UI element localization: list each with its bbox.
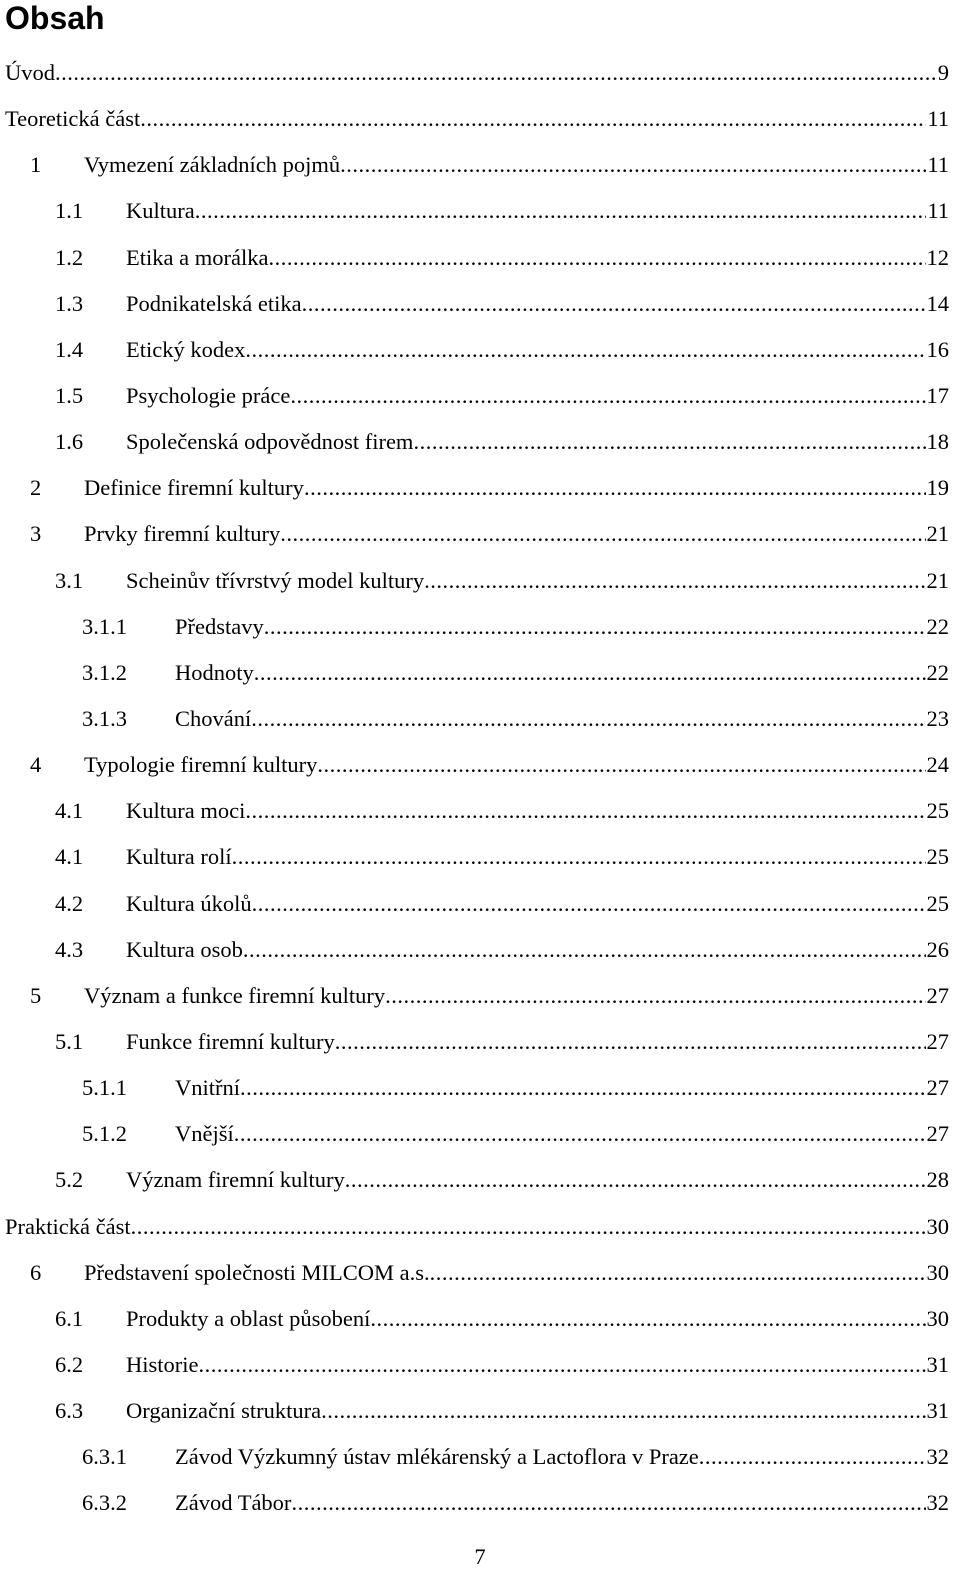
- toc-entry[interactable]: [0, 1438, 960, 1484]
- toc-entry-number: 5.2: [55, 1167, 84, 1193]
- toc-entry-page: 24: [926, 752, 949, 778]
- toc-entry[interactable]: [0, 1254, 960, 1300]
- toc-dot-leader: [232, 838, 926, 876]
- toc-entry[interactable]: [0, 1484, 960, 1530]
- toc-dot-leader: [268, 239, 925, 277]
- toc-dot-leader: [345, 1161, 926, 1199]
- toc-entry[interactable]: [0, 146, 960, 192]
- toc-entry-number: 4.1: [55, 798, 84, 824]
- toc-dot-leader: [317, 746, 925, 784]
- toc-entry-line: [55, 792, 949, 830]
- toc-entry-title: Hodnoty: [175, 659, 254, 685]
- toc-entry-title: Společenská odpovědnost firem: [126, 429, 414, 455]
- toc-entry-number: 1.6: [55, 429, 84, 455]
- toc-entry[interactable]: [0, 1069, 960, 1115]
- table-of-contents: [0, 54, 960, 1531]
- toc-entry[interactable]: [0, 1208, 960, 1254]
- toc-dot-leader: [280, 515, 925, 553]
- toc-entry[interactable]: [0, 562, 960, 608]
- toc-entry[interactable]: [0, 239, 960, 285]
- toc-entry-line: [55, 423, 949, 461]
- toc-entry-number: 1.1: [55, 198, 84, 224]
- toc-entry-line: [5, 100, 949, 138]
- toc-entry-number: 5.1: [55, 1028, 84, 1054]
- toc-entry-line: [55, 562, 949, 600]
- toc-entry-line: [30, 469, 949, 507]
- toc-entry-page: 27: [926, 982, 949, 1008]
- toc-entry-page: 22: [926, 613, 949, 639]
- toc-entry-line: [55, 331, 949, 369]
- toc-entry-line: [30, 146, 949, 184]
- toc-entry-page: 30: [926, 1213, 949, 1239]
- toc-entry[interactable]: [0, 192, 960, 238]
- toc-entry-line: [55, 1023, 949, 1061]
- toc-entry-title: Podnikatelská etika: [126, 290, 302, 316]
- toc-entry-page: 18: [926, 429, 949, 455]
- toc-entry-page: 27: [926, 1075, 949, 1101]
- toc-entry-line: [82, 700, 949, 738]
- toc-entry-line: [82, 608, 949, 646]
- toc-entry-title: Vnější: [175, 1121, 234, 1147]
- toc-dot-leader: [131, 1208, 926, 1246]
- toc-dot-leader: [252, 885, 926, 923]
- toc-entry-line: [82, 654, 949, 692]
- toc-entry-page: 28: [926, 1167, 949, 1193]
- toc-entry[interactable]: [0, 931, 960, 977]
- toc-entry-page: 30: [926, 1259, 949, 1285]
- toc-entry-line: [5, 1208, 949, 1246]
- toc-entry-page: 32: [926, 1444, 949, 1470]
- toc-entry[interactable]: [0, 423, 960, 469]
- toc-heading: Obsah: [5, 0, 105, 36]
- toc-entry-page: 26: [926, 936, 949, 962]
- toc-entry-title: Chování: [175, 705, 252, 731]
- toc-dot-leader: [413, 423, 925, 461]
- toc-dot-leader: [302, 285, 926, 323]
- toc-entry[interactable]: [0, 1392, 960, 1438]
- toc-dot-leader: [430, 1254, 926, 1292]
- toc-entry-page: 14: [926, 290, 949, 316]
- toc-entry-number: 2: [30, 475, 42, 501]
- toc-entry-line: [55, 239, 949, 277]
- toc-entry-line: [30, 1254, 949, 1292]
- toc-dot-leader: [254, 654, 926, 692]
- toc-entry-number: 4.2: [55, 890, 84, 916]
- toc-entry[interactable]: [0, 285, 960, 331]
- toc-entry-page: 23: [926, 705, 949, 731]
- toc-dot-leader: [699, 1438, 926, 1476]
- toc-entry-title: Etika a morálka: [126, 244, 269, 270]
- toc-entry-number: 6.2: [55, 1351, 84, 1377]
- toc-dot-leader: [245, 331, 925, 369]
- toc-entry-number: 1: [30, 152, 42, 178]
- toc-dot-leader: [243, 931, 926, 969]
- toc-entry[interactable]: [0, 792, 960, 838]
- toc-entry-line: [55, 377, 949, 415]
- toc-dot-leader: [335, 1023, 926, 1061]
- toc-entry-title: Kultura osob: [126, 936, 243, 962]
- toc-entry-page: 32: [926, 1490, 949, 1516]
- toc-entry-number: 3.1.2: [82, 659, 127, 685]
- toc-entry-line: [82, 1115, 949, 1153]
- toc-entry-title: Závod Výzkumný ústav mlékárenský a Lactoflora v Praze: [175, 1444, 699, 1470]
- toc-entry-page: 27: [926, 1121, 949, 1147]
- toc-entry-number: 3.1: [55, 567, 84, 593]
- toc-entry-page: 21: [926, 567, 949, 593]
- toc-entry-page: 21: [926, 521, 949, 547]
- toc-entry[interactable]: [0, 1023, 960, 1069]
- toc-dot-leader: [321, 1392, 925, 1430]
- toc-entry[interactable]: [0, 885, 960, 931]
- toc-entry-line: [82, 1484, 949, 1522]
- toc-entry-page: 17: [926, 382, 949, 408]
- toc-entry-title: Typologie firemní kultury: [84, 752, 318, 778]
- toc-entry-line: [30, 746, 949, 784]
- toc-entry-title: Představení společnosti MILCOM a.s.: [84, 1259, 430, 1285]
- toc-entry-line: [55, 885, 949, 923]
- toc-entry-line: [55, 1161, 949, 1199]
- toc-entry-page: 25: [926, 890, 949, 916]
- toc-entry-line: [55, 931, 949, 969]
- toc-entry[interactable]: [0, 54, 960, 100]
- toc-entry-page: 22: [926, 659, 949, 685]
- toc-entry-line: [55, 838, 949, 876]
- toc-entry-title: Význam firemní kultury: [126, 1167, 345, 1193]
- toc-entry[interactable]: [0, 1161, 960, 1207]
- toc-entry-line: [5, 54, 949, 92]
- toc-entry-page: 9: [937, 60, 949, 85]
- toc-entry[interactable]: [0, 1300, 960, 1346]
- toc-entry-line: [82, 1438, 949, 1476]
- toc-entry-title: Vnitřní: [175, 1075, 240, 1101]
- toc-entry[interactable]: [0, 654, 960, 700]
- toc-dot-leader: [251, 700, 925, 738]
- toc-entry-number: 5.1.1: [82, 1075, 127, 1101]
- toc-entry[interactable]: [0, 746, 960, 792]
- toc-entry-page: 25: [926, 798, 949, 824]
- toc-entry-title: Prvky firemní kultury: [84, 521, 281, 547]
- toc-dot-leader: [234, 1115, 926, 1153]
- toc-entry-page: 30: [926, 1305, 949, 1331]
- toc-entry[interactable]: [0, 1115, 960, 1161]
- toc-entry-number: 6.3.2: [82, 1490, 127, 1516]
- toc-entry-title: Scheinův třívrstvý model kultury: [126, 567, 425, 593]
- toc-entry-number: 6.3: [55, 1398, 84, 1424]
- toc-entry-number: 4.1: [55, 844, 84, 870]
- toc-dot-leader: [240, 1069, 926, 1107]
- toc-entry-number: 1.5: [55, 382, 84, 408]
- toc-dot-leader: [264, 608, 926, 646]
- toc-dot-leader: [199, 1346, 926, 1384]
- toc-entry-number: 4: [30, 752, 42, 778]
- toc-entry-title: Historie: [126, 1351, 199, 1377]
- toc-dot-leader: [291, 1484, 925, 1522]
- toc-entry-line: [30, 977, 949, 1015]
- toc-entry-page: 11: [927, 152, 949, 178]
- toc-entry[interactable]: [0, 469, 960, 515]
- toc-entry-title: Závod Tábor: [175, 1490, 292, 1516]
- toc-dot-leader: [195, 192, 927, 230]
- toc-entry-number: 3.1.3: [82, 705, 127, 731]
- toc-entry-page: 12: [926, 244, 949, 270]
- toc-entry-number: 6.3.1: [82, 1444, 127, 1470]
- toc-entry-page: 25: [926, 844, 949, 870]
- toc-dot-leader: [385, 977, 925, 1015]
- toc-entry-title: Představy: [175, 613, 264, 639]
- toc-entry[interactable]: [0, 515, 960, 561]
- toc-entry-line: [82, 1069, 949, 1107]
- toc-entry-title: Kultura moci: [126, 798, 246, 824]
- toc-entry[interactable]: [0, 100, 960, 146]
- toc-entry-number: 3.1.1: [82, 613, 127, 639]
- toc-entry[interactable]: [0, 838, 960, 884]
- toc-entry-page: 27: [926, 1028, 949, 1054]
- toc-entry-line: [55, 1300, 949, 1338]
- toc-entry-title: Etický kodex: [126, 336, 246, 362]
- toc-entry-title: Kultura rolí: [126, 844, 232, 870]
- page-number: 7: [474, 1544, 486, 1569]
- toc-entry-number: 5.1.2: [82, 1121, 127, 1147]
- toc-dot-leader: [340, 146, 926, 184]
- toc-entry-title: Kultura: [126, 198, 195, 224]
- toc-entry-title: Funkce firemní kultury: [126, 1028, 335, 1054]
- toc-entry-line: [55, 285, 949, 323]
- toc-dot-leader: [140, 100, 926, 138]
- toc-entry-page: 11: [927, 106, 949, 132]
- toc-entry-line: [55, 192, 949, 230]
- toc-entry-title: Praktická část: [5, 1213, 131, 1239]
- toc-entry-number: 3: [30, 521, 42, 547]
- toc-entry-number: 6: [30, 1259, 42, 1285]
- toc-entry-title: Psychologie práce: [126, 382, 291, 408]
- toc-entry-title: Vymezení základních pojmů: [84, 152, 341, 178]
- toc-dot-leader: [304, 469, 926, 507]
- toc-entry-line: [55, 1346, 949, 1384]
- toc-entry-title: Význam a funkce firemní kultury: [84, 982, 386, 1008]
- toc-entry-number: 5: [30, 982, 42, 1008]
- toc-entry[interactable]: [0, 977, 960, 1023]
- toc-entry-title: Produkty a oblast působení: [126, 1305, 371, 1331]
- toc-entry-number: 1.4: [55, 336, 84, 362]
- toc-dot-leader: [245, 792, 925, 830]
- toc-entry[interactable]: [0, 608, 960, 654]
- toc-dot-leader: [55, 54, 937, 92]
- toc-entry-number: 6.1: [55, 1305, 84, 1331]
- toc-entry-number: 4.3: [55, 936, 84, 962]
- toc-entry-title: Definice firemní kultury: [84, 475, 304, 501]
- toc-entry-title: Teoretická část: [5, 106, 141, 132]
- toc-dot-leader: [370, 1300, 925, 1338]
- toc-entry[interactable]: [0, 377, 960, 423]
- toc-entry-number: 1.2: [55, 244, 84, 270]
- toc-entry-line: [55, 1392, 949, 1430]
- toc-entry-page: 31: [926, 1351, 949, 1377]
- toc-entry[interactable]: [0, 331, 960, 377]
- toc-entry-number: 1.3: [55, 290, 84, 316]
- toc-dot-leader: [424, 562, 925, 600]
- toc-entry-title: Kultura úkolů: [126, 890, 252, 916]
- toc-entry-page: 11: [927, 198, 949, 224]
- toc-entry-page: 16: [926, 336, 949, 362]
- toc-entry[interactable]: [0, 700, 960, 746]
- toc-entry-title: Úvod: [5, 60, 55, 85]
- toc-entry-page: 19: [926, 475, 949, 501]
- toc-entry-page: 31: [926, 1398, 949, 1424]
- toc-entry[interactable]: [0, 1346, 960, 1392]
- toc-entry-title: Organizační struktura: [126, 1398, 322, 1424]
- toc-dot-leader: [290, 377, 925, 415]
- toc-entry-line: [30, 515, 949, 553]
